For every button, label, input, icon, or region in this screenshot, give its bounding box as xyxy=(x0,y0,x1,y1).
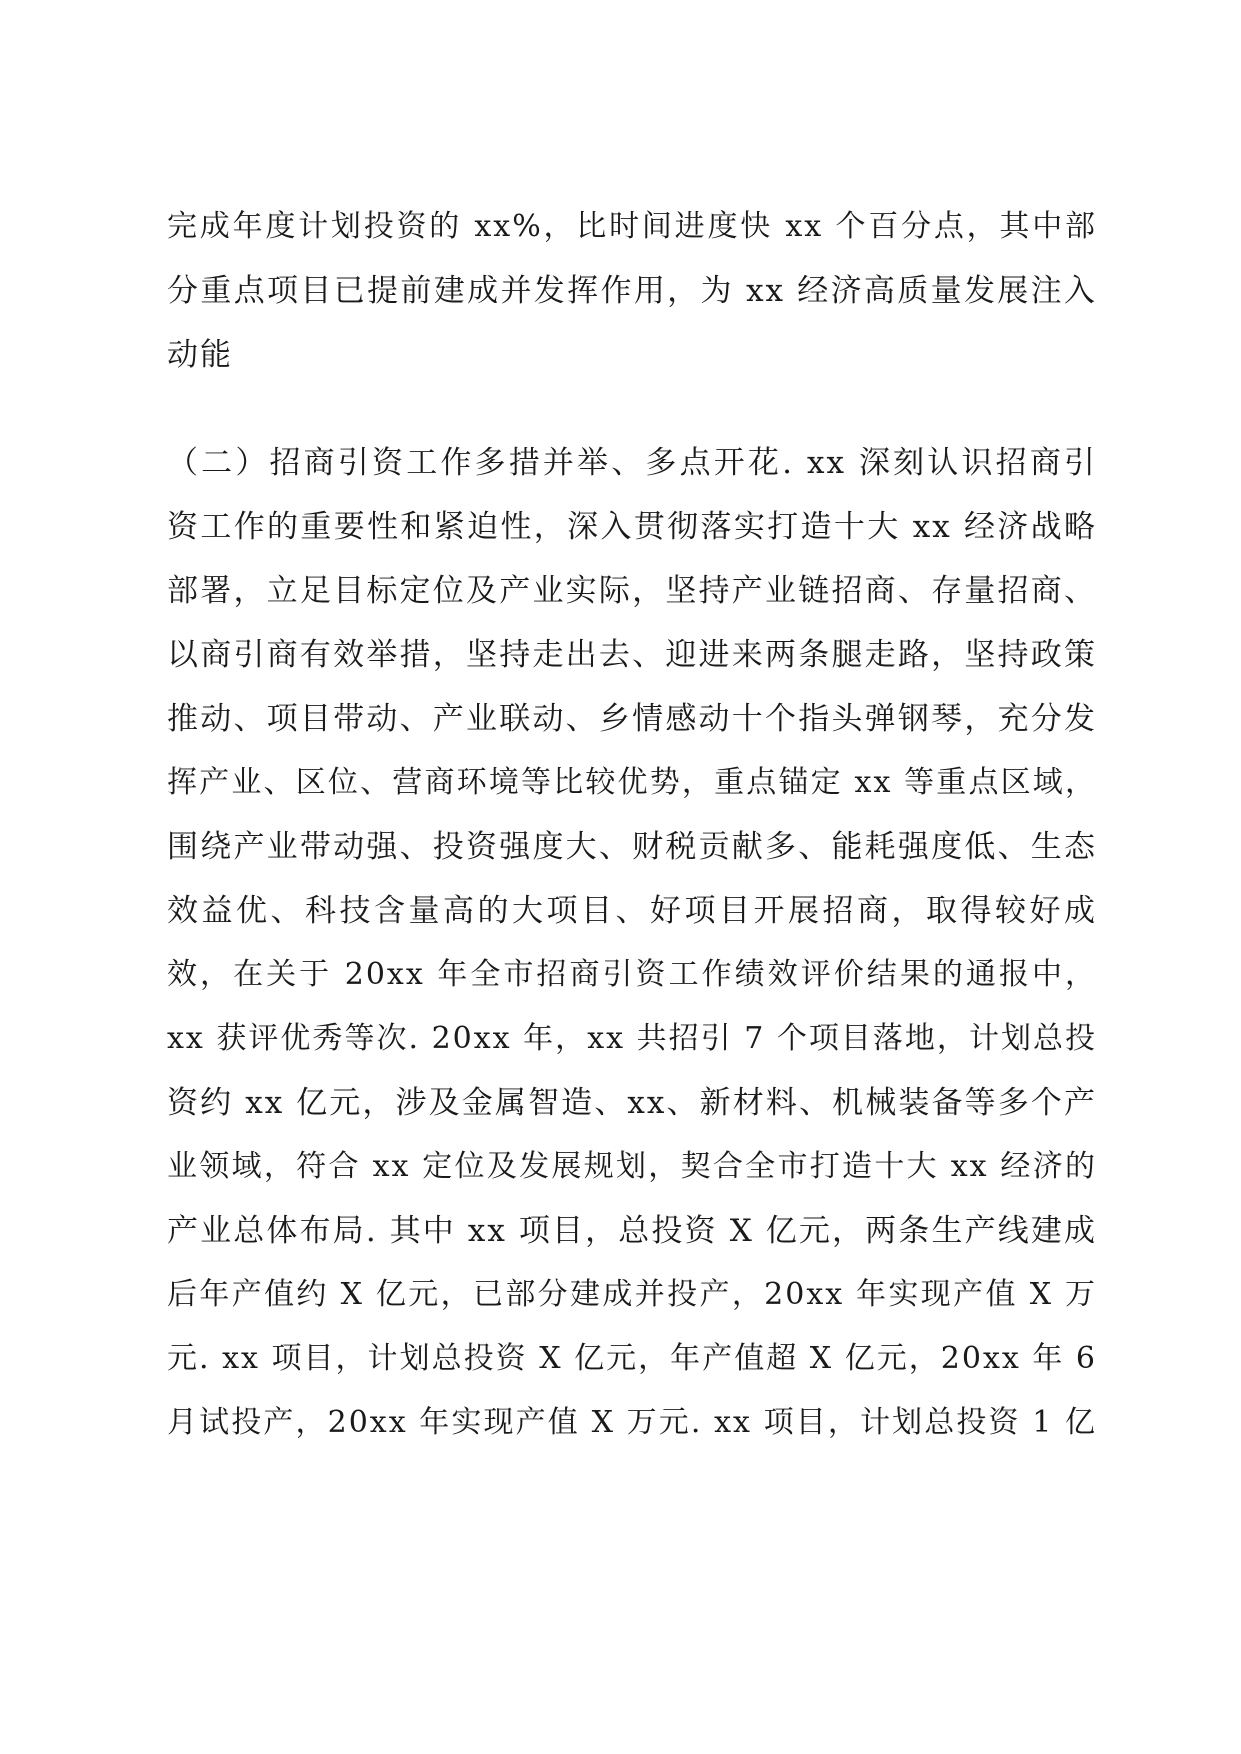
text-line: 分重点项目已提前建成并发挥作用，为 xx 经济高质量发展注入 xyxy=(167,273,1097,309)
text-line: 完成年度计划投资的 xx%，比时间进度快 xx 个百分点，其中部 xyxy=(167,209,1097,244)
text-line: 推动、项目带动、产业联动、乡情感动十个指头弹钢琴，充分发 xyxy=(167,701,1097,737)
text-line: 部署，立足目标定位及产业实际，坚持产业链招商、存量招商、 xyxy=(167,573,1097,609)
text-line: 元. xx 项目，计划总投资 X 亿元，年产值超 X 亿元，20xx 年 6 xyxy=(167,1341,1097,1376)
text-line: 动能 xyxy=(167,337,233,373)
text-line: 后年产值约 X 亿元，已部分建成并投产，20xx 年实现产值 X 万 xyxy=(167,1277,1097,1312)
text-line: 资工作的重要性和紧迫性，深入贯彻落实打造十大 xx 经济战略 xyxy=(167,509,1097,545)
text-line: 产业总体布局. 其中 xx 项目，总投资 X 亿元，两条生产线建成 xyxy=(167,1213,1097,1249)
text-line: 以商引商有效举措，坚持走出去、迎进来两条腿走路，坚持政策 xyxy=(167,637,1097,673)
text-line: xx 获评优秀等次. 20xx 年，xx 共招引 7 个项目落地，计划总投 xyxy=(167,1021,1097,1056)
text-line: 围绕产业带动强、投资强度大、财税贡献多、能耗强度低、生态 xyxy=(167,829,1097,865)
text-line: 业领域，符合 xx 定位及发展规划，契合全市打造十大 xx 经济的 xyxy=(167,1149,1097,1184)
section-heading-line: （二）招商引资工作多措并举、多点开花. xx 深刻认识招商引 xyxy=(167,445,1097,481)
text-line: 挥产业、区位、营商环境等比较优势，重点锚定 xx 等重点区域， xyxy=(167,765,1097,800)
text-line: 月试投产，20xx 年实现产值 X 万元. xx 项目，计划总投资 1 亿 xyxy=(167,1405,1097,1440)
text-line: 效，在关于 20xx 年全市招商引资工作绩效评价结果的通报中， xyxy=(167,957,1097,992)
text-line: 效益优、科技含量高的大项目、好项目开展招商，取得较好成 xyxy=(167,893,1097,929)
text-line: 资约 xx 亿元，涉及金属智造、xx、新材料、机械装备等多个产 xyxy=(167,1085,1097,1121)
